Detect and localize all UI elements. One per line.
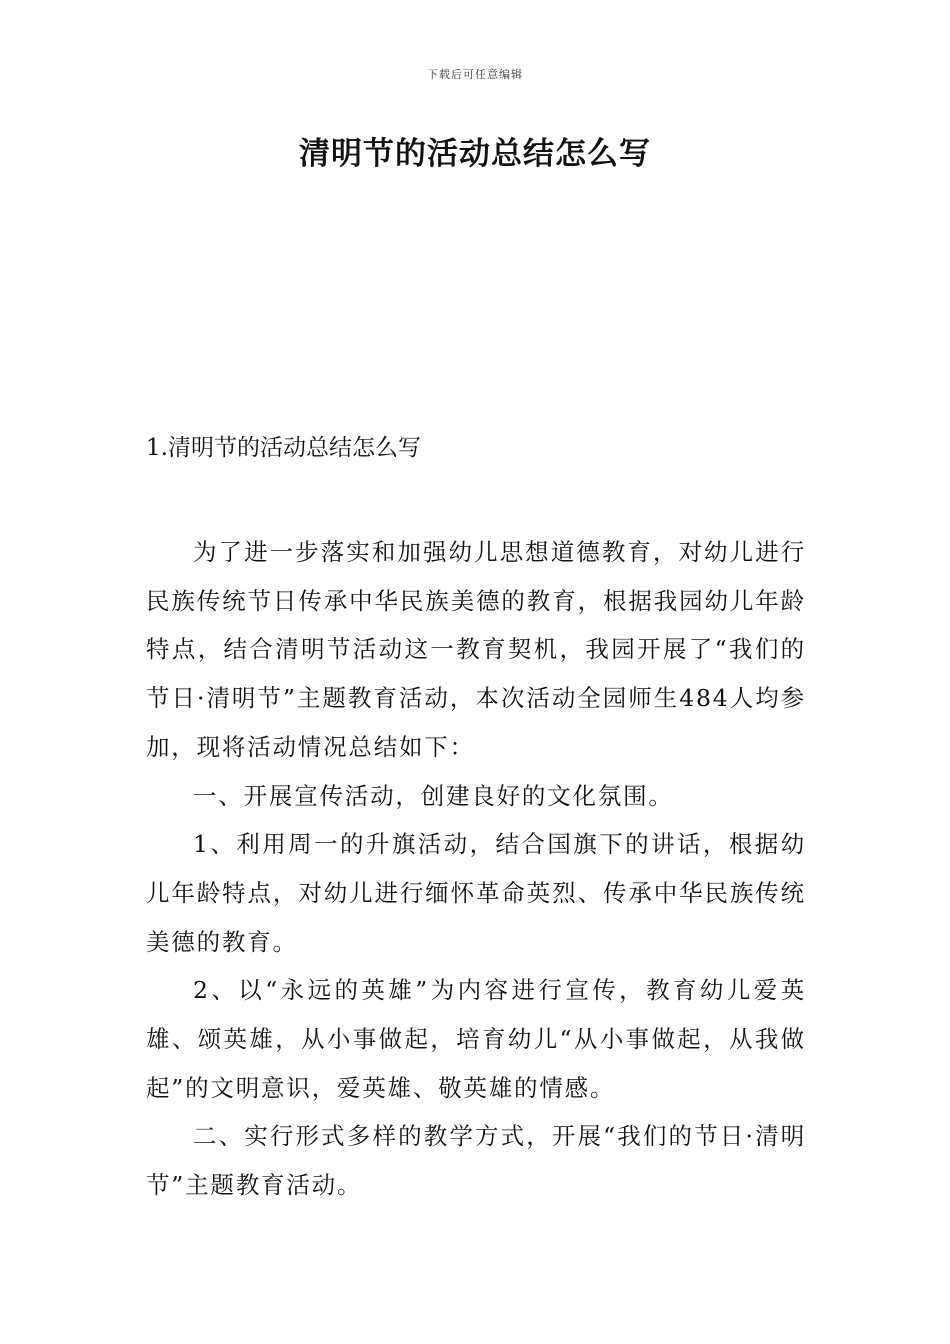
body-text <box>146 528 806 1210</box>
document-title: 清明节的活动总结怎么写 <box>299 136 651 172</box>
paragraph-item-one: 1、利用周一的升旗活动，结合国旗下的讲话，根据幼儿年龄特点，对幼儿进行缅怀革命英烈、传承中华民族传统美德的教育。 <box>146 830 806 956</box>
section-heading: 1.清明节的活动总结怎么写 <box>146 435 421 461</box>
paragraph-section-two: 二、实行形式多样的教学方式，开展“我们的节日·清明节”主题教育活动。 <box>146 1122 806 1200</box>
paragraph-section-one: 一、开展宣传活动，创建良好的文化氛围。 <box>193 781 674 810</box>
paragraph-intro: 为了进一步落实和加强幼儿思想道德教育，对幼儿进行民族传统节日传承中华民族美德的教育，根据我园幼儿年龄特点，结合清明节活动这一教育契机，我园开展了“我们的节日·清明节”主题教育活动，本次活动全园师生484人均参加，现将活动情况总结如下： <box>146 538 806 761</box>
header-note: 下载后可任意编辑 <box>427 68 523 81</box>
paragraph-item-two: 2、以“永远的英雄”为内容进行宣传，教育幼儿爱英雄、颂英雄，从小事做起，培育幼儿“从小事做起，从我做起”的文明意识，爱英雄、敬英雄的情感。 <box>146 976 806 1102</box>
